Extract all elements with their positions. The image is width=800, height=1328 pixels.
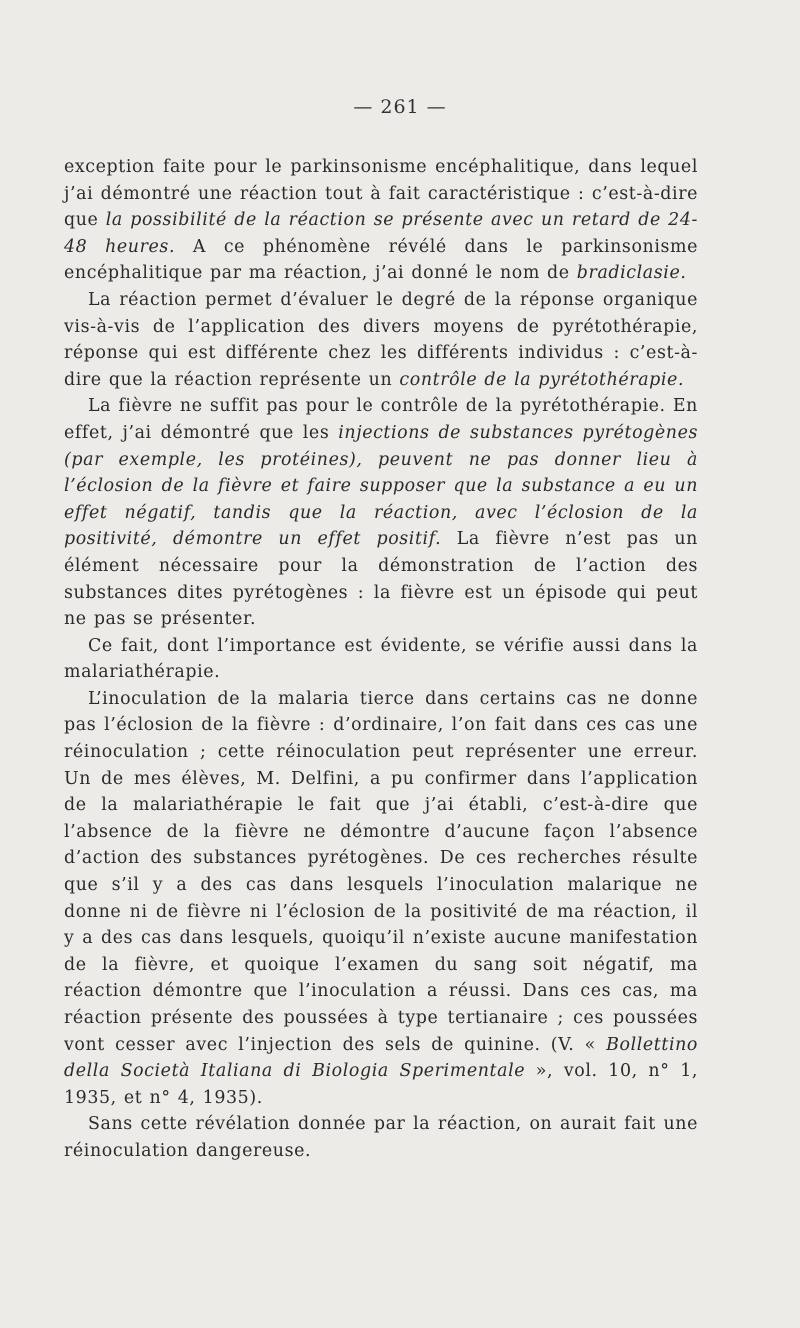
text-segment: La fièvre n’est pas un élément nécessaire pour la démonstration de l’action des substances dites pyrétogènes : la fièvre est un épisode qui peut ne pas se présenter. [64, 529, 698, 630]
paragraph-4 [64, 633, 698, 686]
text-segment: », vol. 10, n° 1, 1935, et n° 4, 1935). [64, 1061, 698, 1108]
italic-text: injections de substances pyrétogènes (par exemple, les protéines), peuvent ne pas donner lieu à l’éclosion de la fièvre et faire supposer que la substance a eu un effet négatif, tandis que la réaction, avec l’éclosion de la positivité, démontre un effet positif. [64, 422, 698, 550]
text-segment: La fièvre ne suffit pas pour le contrôle de la pyrétothérapie. En effet, j’ai démontré que les [64, 396, 698, 443]
italic-text: Bollettino della Società Italiana di Biologia Sperimentale [64, 1034, 698, 1082]
text-segment: La réaction permet d’évaluer le degré de la réponse organique vis-à-vis de l’application des divers moyens de pyrétothérapie, réponse qui est différente chez les différents individus : c’est-à-dire que la réaction représente un [64, 289, 698, 390]
paragraph-1 [64, 154, 698, 287]
body-text [64, 154, 698, 1165]
paragraph-3 [64, 393, 698, 632]
paragraph-6 [64, 1111, 698, 1164]
text-segment: L’inoculation de la malaria tierce dans certains cas ne donne pas l’éclosion de la fièvre : d’ordinaire, l’on fait dans ces cas une réinoculation ; cette réinoculation peut représenter une erreur. Un de mes élèves, M. Delfini, a pu confirmer dans l’application de la malariathérapie le fait que j’ai établi, c’est-à-dire que l’absence de la fièvre ne démontre d’aucune façon l’absence d’action des substances pyrétogènes. De ces recherches résulte que s’il y a des cas dans lesquels l’inoculation malarique ne donne ni de fièvre ni l’éclosion de la positivité de ma réaction, il y a des cas dans lesquels, quoiqu’il n’existe aucune manifestation de la fièvre, et quoique l’examen du sang soit négatif, ma réaction démontre que l’inoculation a réussi. Dans ces cas, ma réaction présente des poussées à type tertianaire ; ces poussées vont cesser avec l’injection des sels de quinine. (V. « [64, 688, 698, 1055]
italic-text: bradiclasie. [576, 263, 687, 284]
paragraph-5 [64, 686, 698, 1112]
text-segment: A ce phénomène révélé dans le parkinsonisme encéphalitique par ma réaction, j’ai donné le nom de [64, 236, 698, 284]
text-segment: Ce fait, dont l’importance est évidente, se vérifie aussi dans la malariathérapie. [64, 635, 698, 683]
italic-text: contrôle de la pyrétothérapie. [399, 369, 685, 390]
paragraph-2 [64, 287, 698, 393]
italic-text: la possibilité de la réaction se présente avec un retard de 24-48 heures. [64, 210, 698, 257]
text-segment: Sans cette révélation donnée par la réaction, on aurait fait une réinoculation dangereuse. [64, 1114, 698, 1161]
text-segment: exception faite pour le parkinsonisme encéphalitique, dans lequel j’ai démontré une réaction tout à fait caractéristique : c’est-à-dire que [64, 157, 698, 231]
page-number: — 261 — [353, 96, 447, 118]
